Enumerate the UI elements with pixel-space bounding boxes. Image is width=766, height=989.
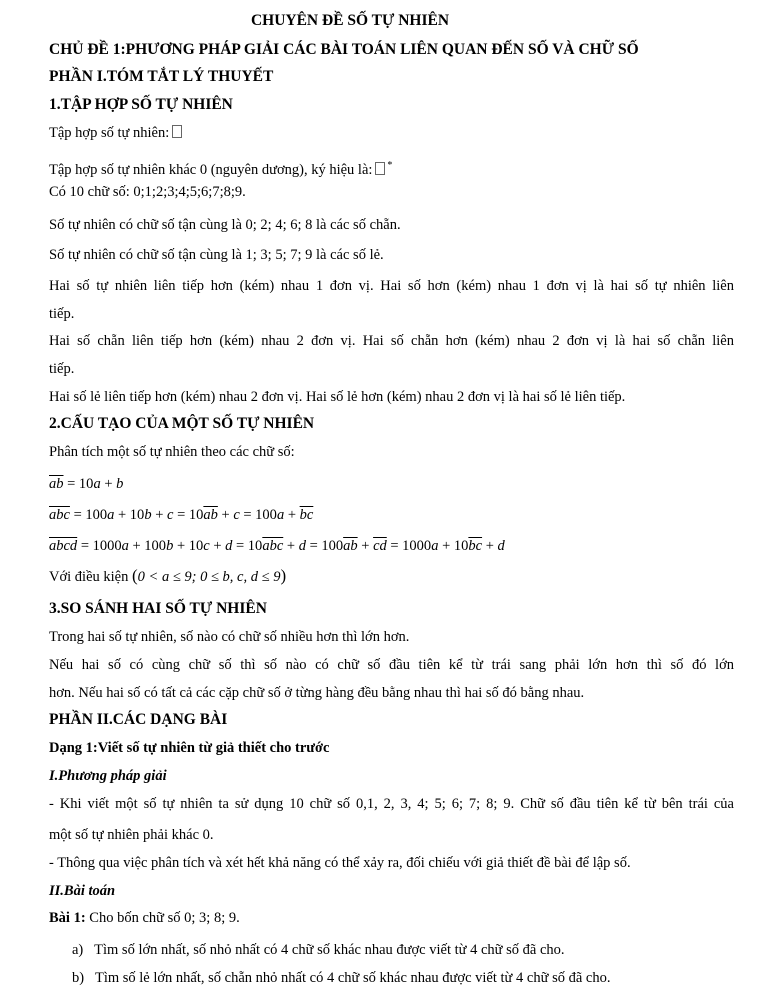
part1-heading: PHẦN I.TÓM TẮT LÝ THUYẾT [49, 68, 274, 85]
method-line-3: - Thông qua việc phân tích và xét hết khả năng có thể xảy ra, đối chiếu với giả thiết đề bài để lập số. [49, 855, 631, 871]
consecutive-natural-line: Hai số tự nhiên liên tiếp hơn (kém) nhau 1 đơn vị. Hai số hơn (kém) nhau 1 đơn vị là hai số tự nhiên liên [49, 278, 734, 294]
topic-heading: CHỦ ĐỀ 1:PHƯƠNG PHÁP GIẢI CÁC BÀI TOÁN LIÊN QUAN ĐẾN SỐ VÀ CHỮ SỐ [49, 41, 639, 58]
odd-label: Số tự nhiên có chữ số tận cùng là [49, 247, 242, 263]
natural-set-line [49, 124, 182, 142]
positive-set-line [49, 157, 392, 179]
condition-label: Với điều kiện [49, 569, 129, 585]
consecutive-even-cont: tiếp. [49, 361, 75, 377]
formula-ab: $\overline{ab} = 10a + b$ [49, 476, 124, 492]
section3-heading: 3.SO SÁNH HAI SỐ TỰ NHIÊN [49, 600, 267, 617]
digits-list: 0;1;2;3;4;5;6;7;8;9 [133, 184, 243, 200]
method-line-1-a: - Khi viết một số tự nhiên ta sử dụng 10 chữ số [49, 796, 351, 812]
star-superscript: * [387, 160, 393, 171]
part2-heading: PHẦN II.CÁC DẠNG BÀI [49, 711, 228, 728]
even-suffix: là các số chẵn. [316, 217, 401, 233]
even-label: Số tự nhiên có chữ số tận cùng là [49, 217, 242, 233]
problem-1a-text: Tìm số lớn nhất, số nhỏ nhất có 4 chữ số khác nhau được viết từ 4 chữ số đã cho. [94, 942, 565, 958]
problem-1-text: Cho bốn chữ số [89, 910, 181, 926]
method-heading: I.Phương pháp giải [49, 768, 167, 784]
compare-line-1: Trong hai số tự nhiên, số nào có chữ số nhiều hơn thì lớn hơn. [49, 629, 410, 645]
digits-line [49, 183, 246, 201]
analysis-line: Phân tích một số tự nhiên theo các chữ số: [49, 444, 295, 460]
method-line-2: một số tự nhiên phải khác 0. [49, 827, 214, 843]
positive-set-label: Tập hợp số tự nhiên khác 0 (nguyên dương), ký hiệu là: [49, 162, 373, 178]
even-digits: 0; 2; 4; 6; 8 [245, 217, 313, 233]
problem-1b [72, 969, 610, 987]
section2-heading: 2.CẤU TẠO CỦA MỘT SỐ TỰ NHIÊN [49, 415, 315, 432]
document-title: CHUYÊN ĐỀ SỐ TỰ NHIÊN [250, 12, 450, 29]
problem-1-label: Bài 1: [49, 910, 86, 926]
consecutive-natural-cont: tiếp. [49, 306, 75, 322]
odd-line [49, 246, 384, 264]
digits-period: . [242, 184, 246, 200]
condition-line: Với điều kiện (0 < a ≤ 9; 0 ≤ b, c, d ≤ 9) [49, 566, 287, 585]
problems-heading: II.Bài toán [49, 883, 116, 899]
problem-1a-label: a) [72, 942, 84, 958]
problem-1 [49, 909, 240, 927]
method-line-1-c: . Chữ số đầu tiên kể từ bên trái của [510, 796, 734, 812]
formula-abcd: abcd = $1000a + 100b + 10c + d = 10\overline{abc} + d = 100\overline{ab} + \overline{cd} = 1000a + 10\overline{bc} + d$ [49, 538, 505, 554]
problem-1b-label: b) [72, 970, 85, 986]
problem-1a [72, 941, 565, 959]
problem-1-digits: 0; 3; 8; 9 [184, 910, 237, 926]
positive-set-symbol-icon [375, 162, 385, 175]
condition-expression: 0 < a ≤ 9; 0 ≤ b, c, d ≤ 9 [137, 569, 281, 585]
even-line [49, 216, 401, 234]
consecutive-even-line: Hai số chẵn liên tiếp hơn (kém) nhau 2 đơn vị. Hai số chẵn hơn (kém) nhau 2 đơn vị là hai số chẵn liên [49, 333, 734, 349]
compare-line-3: hơn. Nếu hai số có tất cả các cặp chữ số ở từng hàng đều bằng nhau thì hai số đó bằng nhau. [49, 685, 585, 701]
method-digits: 0,1, 2, 3, 4; 5; 6; 7; 8; 9 [355, 796, 511, 812]
section1-heading: 1.TẬP HỢP SỐ TỰ NHIÊN [49, 96, 233, 113]
problem-1b-text: Tìm số lẻ lớn nhất, số chẵn nhỏ nhất có 4 chữ số khác nhau được viết từ 4 chữ số đã cho. [94, 970, 611, 986]
formula-abc: $\overline{abc} = 100a + 10b + c = 10\overline{ab} + c = 100a + \overline{bc}$ [49, 507, 314, 523]
odd-suffix: là các số lẻ. [316, 247, 384, 263]
method-line-1 [49, 795, 734, 813]
digits-label: Có 10 chữ số: [49, 184, 130, 200]
dang1-heading: Dạng 1:Viết số tự nhiên từ giả thiết cho trước [49, 740, 330, 756]
consecutive-odd-line: Hai số lẻ liên tiếp hơn (kém) nhau 2 đơn vị. Hai số lẻ hơn (kém) nhau 2 đơn vị là hai số lẻ liên tiếp. [49, 389, 626, 405]
natural-set-symbol-icon [172, 125, 182, 138]
natural-set-label: Tập hợp số tự nhiên: [49, 125, 170, 141]
compare-line-2: Nếu hai số có cùng chữ số thì số nào có chữ số đầu tiên kể từ trái sang phải lớn hơn thì số đó lớn [49, 657, 734, 673]
odd-digits: 1; 3; 5; 7; 9 [245, 247, 313, 263]
problem-1-period: . [236, 910, 240, 926]
